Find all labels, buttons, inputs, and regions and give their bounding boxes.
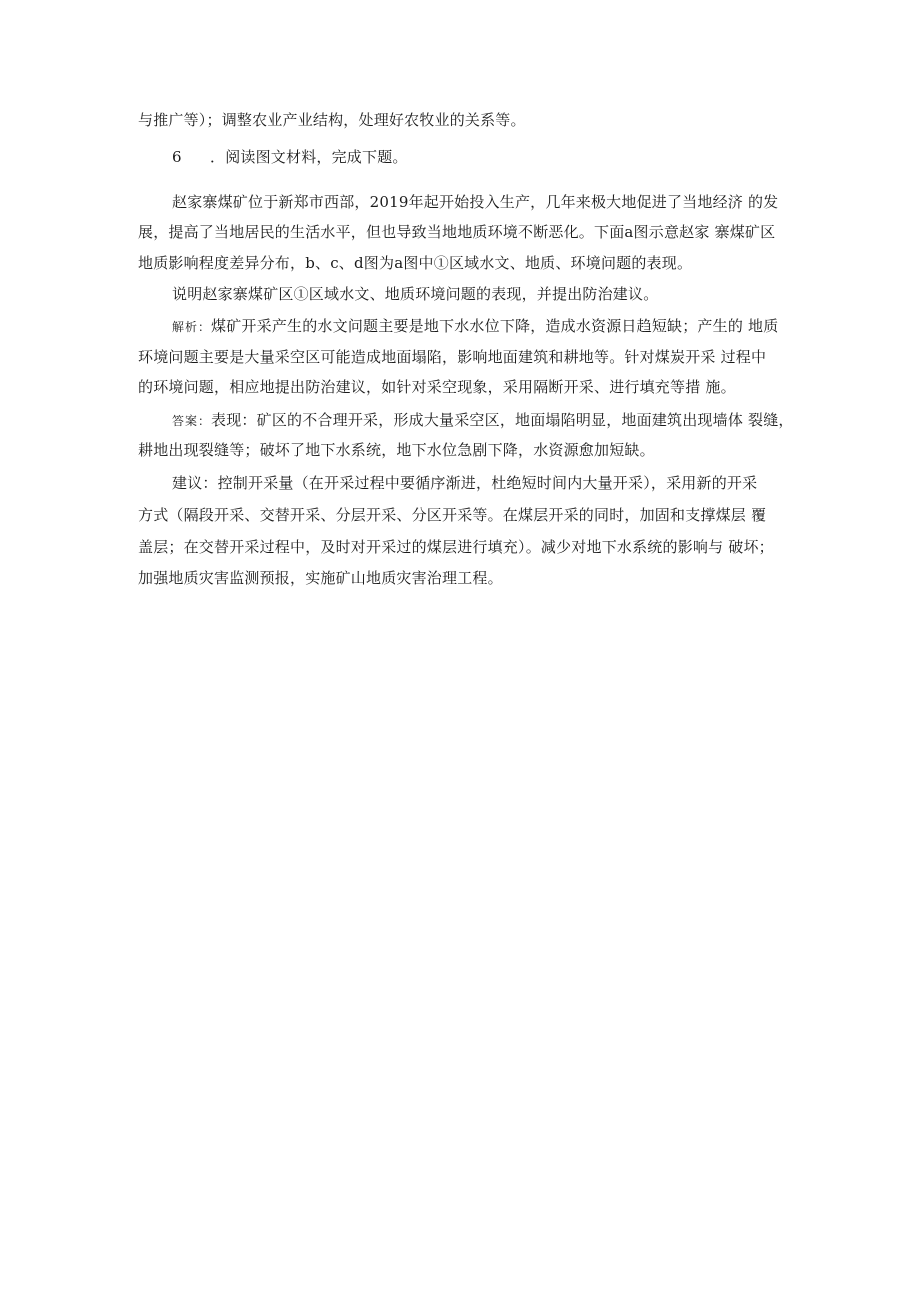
question-prompt: ．阅读图文材料，完成下题。 xyxy=(210,148,408,166)
suggestion-line-4: 加强地质灾害监测预报，实施矿山地质灾害治理工程。 xyxy=(138,569,503,587)
material-line-1: 赵家寨煤矿位于新郑市西部，2019年起开始投入生产，几年来极大地促进了当地经济 的发 xyxy=(172,193,779,211)
question-number: 6 xyxy=(172,148,182,166)
task-line: 说明赵家寨煤矿区①区域水文、地质环境问题的表现，并提出防治建议。 xyxy=(172,285,659,303)
analysis-label: 解析： xyxy=(172,320,212,334)
suggestion-line-1: 建议：控制开采量（在开采过程中要循序渐进，杜绝短时间内大量开采），采用新的开采 xyxy=(172,474,758,492)
material-line-3: 地质影响程度差异分布，b、c、d图为a图中①区域水文、地质、环境问题的表现。 xyxy=(138,254,693,272)
analysis-line-2: 环境问题主要是大量采空区可能造成地面塌陷，影响地面建筑和耕地等。针对煤炭开采 过程中 xyxy=(138,348,767,366)
suggestion-line-3: 盖层；在交替开采过程中，及时对开采过的煤层进行填充）。减少对地下水系统的影响与 破坏； xyxy=(138,538,774,556)
material-line-2: 展，提高了当地居民的生活水平，但也导致当地地质环境不断恶化。下面a图示意赵家 寨煤矿区 xyxy=(138,223,776,241)
question-heading xyxy=(172,147,408,167)
intro-tail-line: 与推广等）；调整农业产业结构，处理好农牧业的关系等。 xyxy=(138,111,526,129)
answer-line-2: 耕地出现裂缝等；破坏了地下水系统，地下水位急剧下降，水资源愈加短缺。 xyxy=(138,441,655,459)
analysis-text-1: 煤矿开采产生的水文问题主要是地下水水位下降，造成水资源日趋短缺；产生的 地质 xyxy=(211,317,779,335)
answer-text-1: 表现：矿区的不合理开采，形成大量采空区，地面塌陷明显，地面建筑出现墙体 裂缝， xyxy=(211,411,794,429)
analysis-line-3: 的环境问题，相应地提出防治建议，如针对采空现象，采用隔断开采、进行填充等措 施。 xyxy=(138,378,736,396)
answer-line-1 xyxy=(172,410,794,431)
analysis-line-1 xyxy=(172,316,778,337)
answer-label: 答案： xyxy=(172,414,212,428)
suggestion-line-2: 方式（隔段开采、交替开采、分层开采、分区开采等。在煤层开采的同时，加固和支撑煤层 覆 xyxy=(138,506,767,524)
